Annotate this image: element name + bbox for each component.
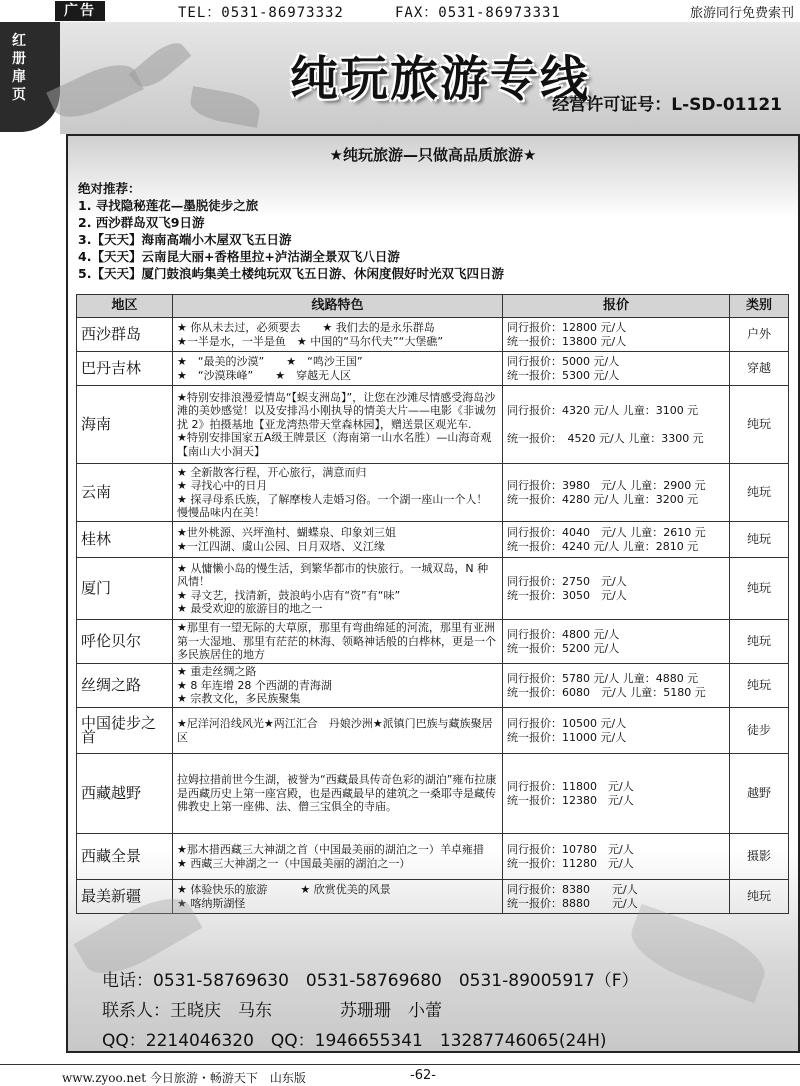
category-cell: 纯玩 <box>730 522 789 558</box>
features-cell: ★ 重走丝绸之路 ★ 8 年连增 28 个西湖的青海湖 ★ 宗教文化，多民族聚集 <box>173 664 503 708</box>
recommend-item: 1. 寻找隐秘莲花—墨脱徒步之旅 <box>78 198 259 213</box>
region-cell: 海南 <box>77 386 173 464</box>
category-cell: 户外 <box>730 318 789 352</box>
footer <box>0 1064 800 1086</box>
region-cell: 呼伦贝尔 <box>77 620 173 664</box>
region-cell: 西藏全景 <box>77 834 173 880</box>
footer-site: www.zyoo.net 今日旅游・畅游天下 山东版 <box>62 1071 306 1085</box>
region-cell: 巴丹吉林 <box>77 352 173 386</box>
slogan: ★纯玩旅游—只做高品质旅游★ <box>329 146 537 164</box>
category-cell: 纯玩 <box>730 464 789 522</box>
price-cell: 同行报价：10500 元/人 统一报价：11000 元/人 <box>503 708 730 754</box>
price-cell: 同行报价：12800 元/人 统一报价：13800 元/人 <box>503 318 730 352</box>
contact-people: 联系人：王晓庆 马东 苏珊珊 小蕾 <box>102 1001 442 1021</box>
price-cell: 同行报价：4320 元/人 儿童：3100 元 统一报价： 4520 元/人 儿童：3300 元 <box>503 386 730 464</box>
ad-label: 广告 <box>55 1 105 21</box>
page-title: 纯玩旅游专线 <box>290 51 591 107</box>
route-table-body <box>77 318 789 914</box>
features-cell: ★那里有一望无际的大草原，那里有弯曲绵延的河流，那里有亚洲第一大湿地、那里有茫茫的林海、领略神话般的白桦林，更是一个多民族居住的地方 <box>173 620 503 664</box>
price-cell: 同行报价：8380 元/人 统一报价：8880 元/人 <box>503 880 730 914</box>
features-cell: ★ 从慵懒小岛的慢生活，到繁华都市的快旅行。一城双岛，N 种风情！ ★ 寻文艺，找清新，鼓浪屿小店有“资”有“味” ★ 最受欢迎的旅游目的地之一 <box>173 558 503 620</box>
features-cell: ★ 体验快乐的旅游 ★ 欣赏优美的风景 ★ 喀纳斯湖怪 <box>173 880 503 914</box>
license-number: 经营许可证号：L-SD-01121 <box>552 95 782 115</box>
price-cell: 同行报价：2750 元/人 统一报价：3050 元/人 <box>503 558 730 620</box>
top-bar <box>0 0 800 24</box>
recommend-item: 2. 西沙群岛双飞9日游 <box>78 215 205 230</box>
table-row <box>77 620 789 664</box>
table-row <box>77 558 789 620</box>
contact-qq: QQ：2214046320 QQ：1946655341 13287746065(24H) <box>102 1031 607 1051</box>
region-cell: 西藏越野 <box>77 754 173 834</box>
leaf-decoration <box>129 36 192 94</box>
recommend-list <box>78 180 504 282</box>
table-row <box>77 708 789 754</box>
features-cell: ★世外桃源、兴坪渔村、蝴蝶泉、印象刘三姐 ★一江四湖、虞山公园、日月双塔、义江缘 <box>173 522 503 558</box>
features-cell: 拉姆拉措前世今生湖，被誉为“西藏最具传奇色彩的湖泊”雍布拉康是西藏历史上第一座宫殿，也是西藏最早的建筑之一桑耶寺是藏传佛教史上第一座佛、法、僧三宝俱全的寺庙。 <box>173 754 503 834</box>
category-cell: 纯玩 <box>730 620 789 664</box>
category-cell: 纯玩 <box>730 386 789 464</box>
table-row <box>77 522 789 558</box>
region-cell: 云南 <box>77 464 173 522</box>
table-row <box>77 386 789 464</box>
route-table <box>76 294 789 914</box>
top-index-label: 旅游同行免费索刊 <box>689 6 794 21</box>
region-cell: 中国徒步之首 <box>77 708 173 754</box>
region-cell: 最美新疆 <box>77 880 173 914</box>
features-cell: ★ “最美的沙漠” ★ “鸣沙王国” ★ “沙漠珠峰” ★ 穿越无人区 <box>173 352 503 386</box>
category-cell: 徒步 <box>730 708 789 754</box>
region-cell: 西沙群岛 <box>77 318 173 352</box>
table-row <box>77 352 789 386</box>
header-category: 类别 <box>730 295 789 318</box>
recommend-item: 5.【天天】厦门鼓浪屿集美土楼纯玩双飞五日游、休闲度假好时光双飞四日游 <box>78 266 504 281</box>
price-cell: 同行报价：5000 元/人 统一报价：5300 元/人 <box>503 352 730 386</box>
top-tel: TEL：0531-86973332 <box>178 5 344 21</box>
price-cell: 同行报价：4040 元/人 儿童：2610 元 统一报价：4240 元/人 儿童：2810 元 <box>503 522 730 558</box>
side-tab <box>0 22 60 132</box>
category-cell: 纯玩 <box>730 558 789 620</box>
leaf-decoration <box>188 86 262 128</box>
price-cell: 同行报价：11800 元/人 统一报价：12380 元/人 <box>503 754 730 834</box>
features-cell: ★尼洋河沿线风光★两江汇合 丹娘沙洲★派镇门巴族与藏族聚居区 <box>173 708 503 754</box>
contact-phone: 电话：0531-58769630 0531-58769680 0531-89005917（F） <box>102 971 639 991</box>
category-cell: 越野 <box>730 754 789 834</box>
table-row <box>77 664 789 708</box>
recommend-label: 绝对推荐： <box>78 181 141 196</box>
features-cell: ★特别安排浪漫爱情岛“【蜈支洲岛】”，让您在沙滩尽情感受海岛沙滩的美妙感觉！以及安排冯小刚执导的情美大片——电影《非诚勿扰 2》拍摄基地【亚龙湾热带天堂森林园】，赠送景区观光车. ★特别安排国家五A级王牌景区（海南第一山水名胜）—山海奇观【南山大小洞天】 <box>173 386 503 464</box>
table-row <box>77 318 789 352</box>
price-cell: 同行报价：3980 元/人 儿童：2900 元 统一报价：4280 元/人 儿童：3200 元 <box>503 464 730 522</box>
region-cell: 厦门 <box>77 558 173 620</box>
header-region: 地区 <box>77 295 173 318</box>
price-cell: 同行报价：5780 元/人 儿童：4880 元 统一报价：6080 元/人 儿童：5180 元 <box>503 664 730 708</box>
table-row <box>77 834 789 880</box>
contact-block <box>102 966 639 1056</box>
header-banner <box>60 22 800 134</box>
header-features: 线路特色 <box>173 295 503 318</box>
features-cell: ★ 全新散客行程，开心旅行，满意而归 ★ 寻找心中的日月 ★ 探寻母系氏族，了解摩梭人走婚习俗。一个湖一座山一个人！慢慢品味内在美！ <box>173 464 503 522</box>
side-tab-label: 红册扉页 <box>12 33 26 103</box>
main-frame <box>66 134 800 1053</box>
page-number: -62- <box>410 1068 436 1083</box>
table-row <box>77 464 789 522</box>
region-cell: 丝绸之路 <box>77 664 173 708</box>
top-fax: FAX：0531-86973331 <box>395 5 561 21</box>
features-cell: ★ 你从未去过，必须要去 ★ 我们去的是永乐群岛 ★一半是水，一半是鱼 ★ 中国的“马尔代夫”“大堡礁” <box>173 318 503 352</box>
features-cell: ★那木措西藏三大神湖之首（中国最美丽的湖泊之一）羊卓雍措 ★ 西藏三大神湖之一（中国最美丽的湖泊之一） <box>173 834 503 880</box>
category-cell: 摄影 <box>730 834 789 880</box>
leaf-decoration <box>46 55 144 127</box>
category-cell: 纯玩 <box>730 880 789 914</box>
category-cell: 纯玩 <box>730 664 789 708</box>
category-cell: 穿越 <box>730 352 789 386</box>
price-cell: 同行报价：4800 元/人 统一报价：5200 元/人 <box>503 620 730 664</box>
recommend-item: 4.【天天】云南昆大丽+香格里拉+泸沽湖全景双飞八日游 <box>78 249 400 264</box>
leaf-decoration <box>623 904 773 1004</box>
recommend-item: 3.【天天】海南高端小木屋双飞五日游 <box>78 232 292 247</box>
table-row <box>77 754 789 834</box>
region-cell: 桂林 <box>77 522 173 558</box>
header-price: 报价 <box>503 295 730 318</box>
price-cell: 同行报价：10780 元/人 统一报价：11280 元/人 <box>503 834 730 880</box>
table-header-row <box>77 295 789 318</box>
